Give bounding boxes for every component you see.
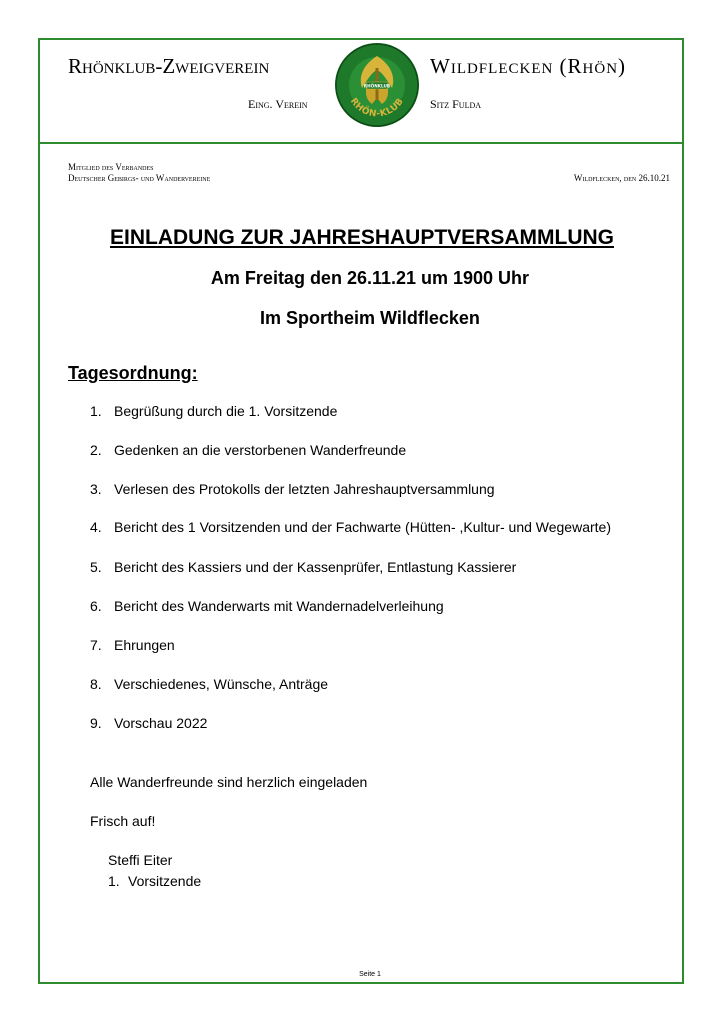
signer-role (108, 873, 201, 889)
place-subtitle: Sitz Fulda (430, 97, 482, 111)
agenda-item (90, 637, 175, 653)
agenda-item-number: 4. (90, 519, 102, 535)
agenda-item (90, 519, 611, 535)
agenda-item-number: 9. (90, 715, 102, 731)
agenda-item (90, 481, 495, 497)
signer-role-number: 1. (108, 873, 120, 889)
logo-band-text: RHÖNKLUB (363, 83, 391, 89)
agenda-item (90, 598, 444, 614)
agenda-item-number: 2. (90, 442, 102, 458)
agenda-item-number: 6. (90, 598, 102, 614)
agenda-item-number: 7. (90, 637, 102, 653)
logo-ring-text: RHÖN-KLUB (347, 96, 407, 120)
agenda-item-number: 8. (90, 676, 102, 692)
agenda-item-text: Bericht des 1 Vorsitzenden und der Fachwarte (Hütten- ,Kultur- und Wegewarte) (114, 519, 611, 535)
agenda-item-text: Begrüßung durch die 1. Vorsitzende (114, 403, 338, 419)
club-name: Rhönklub-Zweigverein (68, 54, 270, 78)
agenda-item-text: Verschiedenes, Wünsche, Anträge (114, 676, 329, 692)
agenda-item-text: Vorschau 2022 (114, 715, 208, 731)
agenda-item-text: Bericht des Wanderwarts mit Wandernadelverleihung (114, 598, 444, 614)
agenda-item-text: Verlesen des Protokolls der letzten Jahreshauptversammlung (114, 481, 495, 497)
place-name: Wildflecken (Rhön) (430, 54, 627, 78)
agenda-item (90, 559, 516, 575)
membership-note (68, 162, 210, 184)
agenda-item-number: 5. (90, 559, 102, 575)
agenda-item-text: Gedenken an die verstorbenen Wanderfreunde (114, 442, 407, 458)
invitation-when: Am Freitag den 26.11.21 um 1900 Uhr (210, 268, 530, 288)
club-logo (334, 42, 420, 128)
invitation-where: Im Sportheim Wildflecken (260, 308, 480, 328)
agenda-item (90, 676, 328, 692)
agenda-item-number: 1. (90, 403, 102, 419)
invitation-title: EINLADUNG ZUR JAHRESHAUPTVERSAMMLUNG (109, 226, 614, 249)
agenda-item-text: Ehrungen (114, 637, 175, 653)
agenda-item (90, 715, 207, 731)
header-divider (38, 142, 684, 144)
agenda-heading: Tagesordnung: (68, 363, 198, 383)
signer-name: Steffi Eiter (108, 852, 173, 868)
agenda-item (90, 442, 406, 458)
page-number: Seite 1 (359, 971, 381, 978)
greeting-line: Frisch auf! (90, 813, 156, 829)
membership-line-2: Deutscher Gebirgs- und Wandervereine (68, 173, 211, 183)
club-subtitle: Eing. Verein (248, 97, 308, 111)
agenda-item-number: 3. (90, 481, 102, 497)
agenda-item (90, 403, 337, 419)
invite-all-line: Alle Wanderfreunde sind herzlich eingeladen (90, 774, 368, 790)
membership-line-1: Mitglied des Verbandes (68, 162, 154, 172)
signer-role-text: Vorsitzende (128, 873, 202, 889)
date-line: Wildflecken, den 26.10.21 (573, 173, 670, 183)
agenda-item-text: Bericht des Kassiers und der Kassenprüfer, Entlastung Kassierer (114, 559, 517, 575)
